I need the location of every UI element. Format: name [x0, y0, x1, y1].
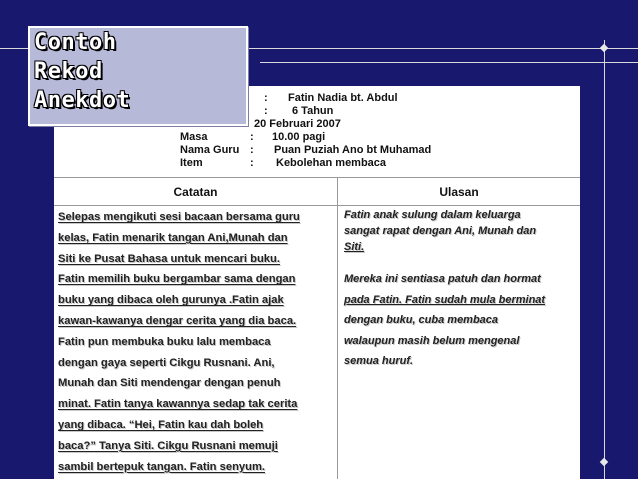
decor-line-top-right — [260, 62, 638, 63]
title-line: Contoh — [34, 30, 117, 55]
catatan-line: minat. Fatin tanya kawannya sedap tak cerita — [58, 398, 298, 411]
info-value: Puan Puziah Ano bt Muhamad — [274, 144, 432, 156]
info-colon: : — [250, 144, 254, 156]
info-label: Item — [180, 157, 203, 169]
ulasan-line: Fatin anak sulung dalam keluarga — [344, 209, 521, 221]
catatan-line: sambil bertepuk tangan. Fatin senyum. — [58, 460, 266, 473]
info-colon: : — [264, 105, 268, 117]
info-colon: : — [250, 131, 254, 143]
title-line: Anekdot — [34, 88, 131, 113]
ulasan-line: dengan buku, cuba membaca — [344, 314, 499, 326]
slide-title-box — [28, 26, 248, 126]
catatan-line: yang dibaca. “Hei, Fatin kau dah boleh — [58, 418, 264, 431]
anecdotal-record-sheet — [54, 86, 580, 479]
decor-diamond — [600, 44, 608, 52]
ulasan-spacer — [344, 255, 574, 269]
catatan-line: dengan gaya seperti Cikgu Rusnani. Ani, — [58, 356, 275, 369]
info-value: 6 Tahun — [292, 105, 334, 117]
decor-diamond — [600, 458, 608, 466]
info-value: Kebolehan membaca — [276, 157, 387, 169]
catatan-line: Fatin pun membuka buku lalu membaca — [58, 335, 271, 348]
catatan-line: Fatin memilih buku bergambar sama dengan — [58, 273, 296, 286]
title-line: Rekod — [34, 59, 103, 84]
info-value: Fatin Nadia bt. Abdul — [288, 92, 398, 104]
catatan-line: buku yang dibaca oleh gurunya .Fatin ajak — [58, 294, 284, 307]
ulasan-line: walaupun masih belum mengenal — [344, 334, 520, 347]
column-header-catatan: Catatan — [173, 185, 218, 199]
catatan-line: baca?” Tanya Siti. Cikgu Rusnani memuji — [58, 439, 278, 452]
info-value: 20 Februari 2007 — [254, 118, 341, 130]
column-header-ulasan: Ulasan — [439, 185, 479, 199]
info-colon: : — [250, 157, 254, 169]
column-divider — [337, 177, 338, 479]
catatan-line: Munah dan Siti mendengar dengan penuh — [58, 377, 281, 390]
ulasan-column — [344, 207, 574, 372]
catatan-column — [58, 207, 334, 477]
catatan-line: kawan-kawanya dengar cerita yang dia baca. — [58, 314, 297, 327]
info-value: 10.00 pagi — [272, 131, 326, 143]
ulasan-line: sangat rapat dengan Ani, Munah dan — [344, 225, 537, 237]
info-label: Masa — [180, 131, 208, 143]
catatan-line: Selepas mengikuti sesi bacaan bersama guru — [58, 211, 300, 223]
ulasan-line: Mereka ini sentiasa patuh dan hormat — [344, 273, 541, 285]
info-colon: : — [264, 92, 268, 104]
catatan-line: Siti ke Pusat Bahasa untuk mencari buku. — [58, 252, 280, 265]
ulasan-line: pada Fatin. Fatin sudah mula berminat — [344, 293, 546, 306]
ulasan-line: Siti. — [344, 241, 365, 253]
ulasan-line: semua huruf. — [344, 355, 414, 367]
decor-line-vertical-right — [604, 40, 605, 479]
catatan-line: kelas, Fatin menarik tangan Ani,Munah dan — [58, 231, 288, 244]
info-label: Nama Guru — [180, 144, 240, 156]
table-header-row — [54, 177, 580, 206]
